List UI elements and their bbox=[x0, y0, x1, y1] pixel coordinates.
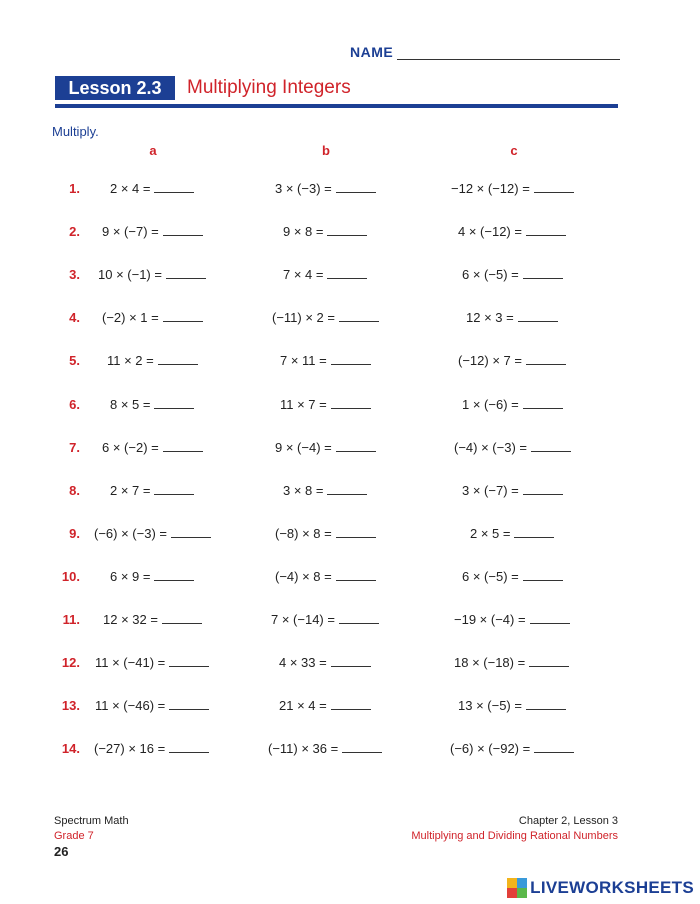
problem-b bbox=[279, 652, 371, 674]
problem-number: 5. bbox=[69, 353, 80, 369]
problem-expression: (−12) × 7 = bbox=[458, 353, 522, 369]
problem-a bbox=[102, 437, 203, 459]
problem-b bbox=[280, 394, 371, 416]
problem-b bbox=[275, 523, 376, 545]
problem-expression: 3 × 8 = bbox=[283, 482, 324, 498]
problem-expression: 6 × 9 = bbox=[110, 568, 151, 584]
problem-expression: 3 × (−3) = bbox=[275, 181, 332, 196]
answer-blank[interactable] bbox=[339, 610, 379, 624]
problem-expression: 12 × 3 = bbox=[466, 310, 514, 326]
problem-a bbox=[102, 221, 203, 243]
footer-right bbox=[411, 814, 618, 844]
chapter-label: Chapter 2, Lesson 3 bbox=[518, 815, 618, 827]
answer-blank[interactable] bbox=[526, 351, 566, 365]
problem-expression: (−11) × 2 = bbox=[272, 310, 335, 326]
answer-blank[interactable] bbox=[163, 438, 203, 452]
answer-blank[interactable] bbox=[534, 739, 574, 753]
problem-expression: 9 × (−4) = bbox=[275, 439, 332, 455]
problem-expression: 7 × (−14) = bbox=[271, 612, 335, 627]
answer-blank[interactable] bbox=[162, 610, 202, 624]
problem-expression: −19 × (−4) = bbox=[454, 612, 526, 627]
column-header-b: b bbox=[322, 143, 330, 158]
problem-row bbox=[0, 523, 700, 545]
problem-expression: −12 × (−12) = bbox=[451, 181, 530, 196]
name-label: NAME bbox=[350, 44, 394, 60]
footer-left bbox=[54, 814, 129, 859]
problem-expression: 11 × (−46) = bbox=[95, 698, 166, 714]
problem-expression: 3 × (−7) = bbox=[462, 482, 519, 498]
problem-expression: (−6) × (−3) = bbox=[94, 525, 167, 541]
problem-c bbox=[458, 350, 566, 372]
liveworksheets-logo-icon bbox=[507, 878, 527, 898]
problem-a bbox=[110, 480, 194, 502]
answer-blank[interactable] bbox=[523, 481, 563, 495]
answer-blank[interactable] bbox=[331, 696, 371, 710]
problem-number: 10. bbox=[61, 568, 80, 584]
problem-row bbox=[0, 480, 700, 502]
problem-expression: 4 × 33 = bbox=[279, 655, 327, 671]
answer-blank[interactable] bbox=[169, 739, 209, 753]
brand-text: LIVEWORKSHEETS bbox=[530, 878, 694, 897]
problem-expression: (−8) × 8 = bbox=[275, 525, 332, 541]
problem-expression: 11 × (−41) = bbox=[95, 655, 166, 671]
answer-blank[interactable] bbox=[169, 653, 209, 667]
answer-blank[interactable] bbox=[526, 222, 566, 236]
problem-c bbox=[462, 566, 563, 588]
problem-a bbox=[110, 178, 194, 200]
problem-row bbox=[0, 609, 700, 631]
problem-expression: (−6) × (−92) = bbox=[450, 741, 531, 757]
problem-a bbox=[94, 523, 211, 545]
answer-blank[interactable] bbox=[518, 308, 558, 322]
problem-b bbox=[280, 350, 371, 372]
answer-blank[interactable] bbox=[336, 438, 376, 452]
answer-blank[interactable] bbox=[342, 739, 382, 753]
problem-expression: 12 × 32 = bbox=[103, 612, 158, 627]
problem-c bbox=[454, 437, 571, 459]
problem-expression: 21 × 4 = bbox=[279, 698, 327, 714]
problem-expression: (−27) × 16 = bbox=[94, 741, 166, 757]
problem-c bbox=[450, 738, 574, 760]
problem-row bbox=[0, 307, 700, 329]
problem-b bbox=[275, 178, 376, 200]
problem-row bbox=[0, 221, 700, 243]
problem-row bbox=[0, 437, 700, 459]
problem-expression: (−2) × 1 = bbox=[102, 310, 159, 326]
answer-blank[interactable] bbox=[529, 653, 569, 667]
answer-blank[interactable] bbox=[327, 265, 367, 279]
problem-b bbox=[279, 695, 371, 717]
problem-expression: 6 × (−2) = bbox=[102, 439, 159, 455]
problem-expression: (−11) × 36 = bbox=[268, 741, 339, 757]
answer-blank[interactable] bbox=[331, 653, 371, 667]
problem-expression: 9 × 8 = bbox=[283, 224, 324, 240]
problem-c bbox=[458, 695, 566, 717]
answer-blank[interactable] bbox=[163, 222, 203, 236]
problem-b bbox=[271, 609, 379, 631]
problem-number: 11. bbox=[62, 612, 80, 627]
answer-blank[interactable] bbox=[336, 524, 376, 538]
answer-blank[interactable] bbox=[158, 351, 198, 365]
problem-expression: 8 × 5 = bbox=[110, 396, 151, 412]
problem-c bbox=[462, 264, 563, 286]
problem-b bbox=[275, 437, 376, 459]
answer-blank[interactable] bbox=[531, 438, 571, 452]
problem-row bbox=[0, 652, 700, 674]
problem-expression: 7 × 11 = bbox=[280, 353, 327, 369]
answer-blank[interactable] bbox=[523, 567, 563, 581]
header-divider bbox=[55, 104, 618, 108]
problem-number: 6. bbox=[69, 396, 80, 412]
problem-b bbox=[283, 480, 367, 502]
answer-blank[interactable] bbox=[154, 395, 194, 409]
problem-number: 3. bbox=[69, 267, 80, 283]
problem-row bbox=[0, 178, 700, 200]
problem-number: 13. bbox=[61, 698, 80, 714]
column-header-c: c bbox=[510, 143, 518, 158]
problem-expression: (−4) × (−3) = bbox=[454, 439, 527, 455]
problem-a bbox=[98, 264, 206, 286]
problem-number: 14. bbox=[61, 741, 80, 757]
problem-c bbox=[470, 523, 554, 545]
problem-expression: 6 × (−5) = bbox=[462, 267, 519, 283]
answer-blank[interactable] bbox=[154, 567, 194, 581]
answer-blank[interactable] bbox=[171, 524, 211, 538]
answer-blank[interactable] bbox=[169, 696, 209, 710]
problem-expression: 10 × (−1) = bbox=[98, 267, 162, 283]
problem-row bbox=[0, 350, 700, 372]
answer-blank[interactable] bbox=[331, 351, 371, 365]
problem-c bbox=[462, 394, 563, 416]
problem-expression: 2 × 4 = bbox=[110, 181, 151, 196]
problem-expression: 11 × 7 = bbox=[280, 396, 327, 412]
problem-b bbox=[272, 307, 379, 329]
series-name: Spectrum Math bbox=[54, 815, 129, 827]
answer-blank[interactable] bbox=[339, 308, 379, 322]
problem-a bbox=[107, 350, 198, 372]
problem-number: 12. bbox=[61, 655, 80, 671]
problem-a bbox=[102, 307, 203, 329]
problem-b bbox=[268, 738, 382, 760]
problem-expression: 4 × (−12) = bbox=[458, 224, 522, 240]
problem-expression: 6 × (−5) = bbox=[462, 568, 519, 584]
page-number: 26 bbox=[54, 844, 69, 859]
problem-b bbox=[275, 566, 376, 588]
problem-expression: 7 × 4 = bbox=[283, 267, 324, 283]
column-header-a: a bbox=[149, 143, 157, 158]
problem-a bbox=[95, 695, 209, 717]
problem-expression: 1 × (−6) = bbox=[462, 396, 519, 412]
problem-c bbox=[458, 221, 566, 243]
problem-row bbox=[0, 264, 700, 286]
answer-blank[interactable] bbox=[336, 179, 376, 193]
problem-b bbox=[283, 264, 367, 286]
liveworksheets-brand bbox=[507, 878, 694, 898]
problem-row bbox=[0, 566, 700, 588]
answer-blank[interactable] bbox=[166, 265, 206, 279]
problem-number: 2. bbox=[69, 224, 80, 240]
problem-c bbox=[454, 609, 570, 631]
problem-expression: 13 × (−5) = bbox=[458, 698, 522, 714]
lesson-badge: Lesson 2.3 bbox=[55, 76, 175, 100]
problem-a bbox=[94, 738, 209, 760]
problem-c bbox=[454, 652, 569, 674]
problem-a bbox=[110, 394, 194, 416]
answer-blank[interactable] bbox=[336, 567, 376, 581]
problem-expression: 9 × (−7) = bbox=[102, 224, 159, 240]
problem-expression: (−4) × 8 = bbox=[275, 568, 332, 584]
answer-blank[interactable] bbox=[514, 524, 554, 538]
problem-number: 4. bbox=[69, 310, 80, 326]
problem-number: 7. bbox=[69, 439, 80, 455]
instruction: Multiply. bbox=[52, 124, 99, 139]
answer-blank[interactable] bbox=[327, 222, 367, 236]
answer-blank[interactable] bbox=[534, 179, 574, 193]
problem-number: 8. bbox=[69, 482, 80, 498]
problem-number: 1. bbox=[69, 181, 80, 196]
problem-row bbox=[0, 394, 700, 416]
answer-blank[interactable] bbox=[530, 610, 570, 624]
problem-a bbox=[103, 609, 202, 631]
problem-row bbox=[0, 695, 700, 717]
problem-expression: 2 × 5 = bbox=[470, 525, 511, 541]
problem-c bbox=[466, 307, 558, 329]
answer-blank[interactable] bbox=[331, 395, 371, 409]
problem-c bbox=[462, 480, 563, 502]
answer-blank[interactable] bbox=[163, 308, 203, 322]
lesson-title: Multiplying Integers bbox=[187, 77, 351, 98]
answer-blank[interactable] bbox=[154, 179, 194, 193]
problem-c bbox=[451, 178, 574, 200]
answer-blank[interactable] bbox=[523, 395, 563, 409]
problem-b bbox=[283, 221, 367, 243]
name-field[interactable] bbox=[350, 44, 620, 64]
answer-blank[interactable] bbox=[327, 481, 367, 495]
problem-expression: 11 × 2 = bbox=[107, 353, 154, 369]
answer-blank[interactable] bbox=[526, 696, 566, 710]
problem-expression: 2 × 7 = bbox=[110, 482, 151, 498]
answer-blank[interactable] bbox=[523, 265, 563, 279]
problem-a bbox=[110, 566, 194, 588]
problem-number: 9. bbox=[69, 525, 80, 541]
problem-expression: 18 × (−18) = bbox=[454, 655, 526, 671]
grade-label: Grade 7 bbox=[54, 830, 94, 842]
problem-row bbox=[0, 738, 700, 760]
problem-a bbox=[95, 652, 209, 674]
chapter-title: Multiplying and Dividing Rational Numbers bbox=[411, 830, 618, 842]
answer-blank[interactable] bbox=[154, 481, 194, 495]
name-line[interactable] bbox=[397, 59, 620, 60]
